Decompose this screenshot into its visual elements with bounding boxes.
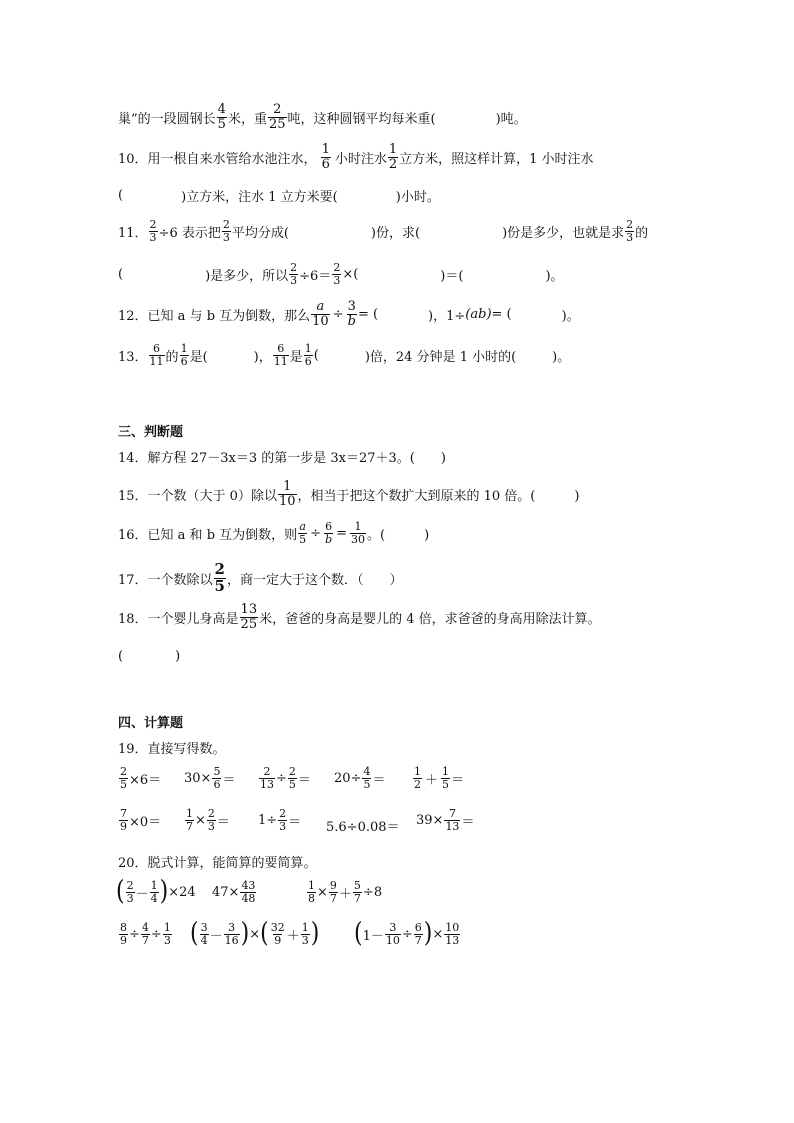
- calc-item: $\frac{8}{9}$ ÷ $\frac{4}{7}$ ÷ $\frac{1}{3}$: [120, 921, 171, 947]
- q13-text: 是: [289, 349, 303, 365]
- section-title-calculation: 四、计算题: [118, 716, 184, 731]
- q12-text: )，1÷: [428, 308, 466, 324]
- q20-text: 20．脱式计算，能简算的要简算。: [118, 856, 317, 871]
- ab-expression: (ab): [465, 306, 492, 322]
- fraction: $\frac{2}{25}$: [268, 102, 286, 132]
- q13-text: (: [313, 347, 319, 363]
- q14-text: 14．解方程 27－3x＝3 的第一步是 3x＝27＋3。( ): [118, 451, 446, 466]
- q12-text: )。: [561, 308, 580, 324]
- q12-text: = (: [491, 306, 512, 322]
- fraction: $\frac{4}{5}$: [217, 102, 226, 132]
- q10-text: )立方米，注水 1 立方米要(: [181, 190, 338, 205]
- q10-text: 立方米，照这样计算，1 小时注水: [399, 151, 594, 167]
- q9-text: )吨。: [495, 111, 527, 127]
- q9-text: 吨，这种圆钢平均每米重(: [287, 111, 436, 127]
- calc-item: 39× $\frac{7}{13}$ ＝: [416, 807, 475, 833]
- question-13: [118, 343, 570, 367]
- calc-item: $\frac{1}{2}$ ＋ $\frac{1}{5}$ ＝: [414, 765, 465, 791]
- question-number: 10．: [118, 151, 148, 167]
- fraction: $\frac{1}{6}$: [304, 342, 312, 368]
- q13-text: )。: [552, 349, 571, 365]
- question-19: [118, 738, 226, 757]
- q11-text: )。: [545, 268, 564, 284]
- calc-item: 20÷ $\frac{4}{5}$ ＝: [334, 765, 386, 791]
- q16-text: 。( ): [367, 527, 430, 543]
- calc-item: 5.6÷0.08＝: [326, 820, 400, 835]
- question-17: [118, 562, 403, 595]
- fraction: $\frac{2}{5}$: [214, 560, 225, 595]
- question-number: 13．: [118, 349, 148, 365]
- calc-item: ( $\frac{3}{4}$ － $\frac{3}{16}$ ) × ( $\frac{32}{9}$ ＋ $\frac{1}{3}$ ): [190, 917, 320, 950]
- q9-text: 米，重: [227, 111, 267, 127]
- calc-item: 30× $\frac{5}{6}$ ＝: [184, 765, 236, 791]
- q11-text: )是多少，所以: [205, 268, 289, 284]
- question-10: [118, 143, 594, 171]
- answer-parentheses: ( ): [118, 649, 181, 664]
- fraction: $\frac{1}{30}$: [351, 520, 366, 546]
- fraction: $\frac{1}{2}$: [388, 142, 398, 172]
- question-9: [118, 103, 527, 131]
- division-sign: ÷: [332, 306, 344, 322]
- q15-text: 15．一个数（大于 0）除以: [118, 488, 277, 504]
- calc-item: $\frac{2}{13}$ ÷ $\frac{2}{5}$ ＝: [260, 765, 311, 791]
- question-14: [118, 447, 446, 466]
- calc-item: $\frac{1}{7}$ × $\frac{2}{3}$ ＝: [186, 807, 230, 833]
- question-11: [118, 219, 648, 243]
- fraction: $\frac{1}{10}$: [278, 479, 296, 509]
- fraction: $\frac{1}{6}$: [321, 142, 330, 172]
- fraction: $\frac{2}{3}$: [222, 218, 230, 244]
- q11-text: )份，求(: [370, 225, 421, 241]
- q12-text: 已知 a 与 b 互为倒数，那么: [147, 308, 311, 324]
- question-15: [118, 480, 579, 508]
- fraction: $\frac{1}{6}$: [180, 342, 188, 368]
- calc-item: 1÷ $\frac{2}{3}$ ＝: [258, 807, 302, 833]
- fraction: $\frac{13}{25}$: [240, 602, 258, 632]
- question-11-line2: [118, 262, 564, 286]
- q13-text: 的: [165, 349, 179, 365]
- q18-text: 18．一个婴儿身高是: [118, 611, 239, 627]
- q15-text: ，相当于把这个数扩大到原来的 10 倍。( ): [297, 488, 580, 504]
- fraction: $\frac{a}{5}$: [299, 520, 307, 546]
- q11-text: 平均分成(: [231, 225, 289, 241]
- q18-text: 米，爸爸的身高是婴儿的 4 倍，求爸爸的身高用除法计算。: [259, 611, 601, 627]
- division-sign: ÷: [310, 525, 322, 541]
- calc-item: $\frac{2}{5}$ ×6＝: [120, 765, 162, 791]
- q11-text: ÷6 表示把: [158, 225, 221, 241]
- q17-text: ，商一定大于这个数．（ ）: [226, 572, 403, 588]
- q11-text: )＝(: [440, 268, 464, 284]
- q10-text: 小时注水: [334, 151, 387, 167]
- question-20: [118, 852, 317, 871]
- question-18: [118, 603, 601, 631]
- question-number: 12．: [118, 308, 148, 324]
- q13-text: )倍，24 分钟是 1 小时的(: [364, 349, 517, 365]
- q11-text: )份是多少，也就是求: [502, 225, 625, 241]
- question-16: [118, 521, 429, 545]
- fraction: $\frac{3}{b}$: [347, 299, 356, 329]
- q17-text: 17．一个数除以: [118, 572, 213, 588]
- fraction: $\frac{a}{10}$: [312, 299, 329, 329]
- q16-text: 16．已知 a 和 b 互为倒数，则: [118, 527, 298, 543]
- q19-text: 19．直接写得数。: [118, 742, 226, 757]
- equals-sign: =: [336, 525, 348, 541]
- q13-text: 是(: [189, 349, 208, 365]
- calc-item: 47× $\frac{43}{48}$: [212, 879, 256, 905]
- q11-text: ÷6＝: [299, 268, 332, 284]
- q10-text: )小时。: [395, 190, 440, 205]
- fraction: $\frac{6}{b}$: [325, 520, 333, 546]
- calc-item: $\frac{1}{8}$ × $\frac{9}{7}$ ＋ $\frac{5}{7}$ ÷8: [308, 879, 383, 905]
- fraction: $\frac{2}{3}$: [290, 261, 298, 287]
- q9-text: 巢”的一段圆钢长: [118, 111, 216, 127]
- fraction: $\frac{6}{11}$: [273, 342, 288, 368]
- calc-item: $\frac{7}{9}$ ×0＝: [120, 807, 162, 833]
- q10-text: (: [118, 188, 124, 203]
- question-10-line2: [118, 186, 440, 205]
- q11-text: (: [118, 266, 124, 282]
- fraction: $\frac{2}{3}$: [149, 218, 157, 244]
- fraction: $\frac{2}{3}$: [333, 261, 341, 287]
- q13-text: )，: [253, 349, 272, 365]
- q12-text: = (: [357, 306, 379, 322]
- q10-text: 用一根自来水管给水池注水，: [147, 151, 317, 167]
- section-title-judgement: 三、判断题: [118, 425, 184, 440]
- fraction: $\frac{2}{3}$: [626, 218, 634, 244]
- calc-item: ( $\frac{2}{3}$ － $\frac{1}{4}$ ) ×24: [116, 875, 196, 908]
- question-number: 11．: [118, 225, 148, 241]
- q11-text: ×(: [342, 266, 359, 282]
- q11-text: 的: [635, 225, 649, 241]
- question-18-line2: [118, 645, 180, 664]
- question-12: [118, 300, 580, 328]
- fraction: $\frac{6}{11}$: [149, 342, 164, 368]
- calc-item: ( 1－ $\frac{3}{10}$ ÷ $\frac{6}{7}$ ) × $\frac{10}{13}$: [354, 917, 460, 950]
